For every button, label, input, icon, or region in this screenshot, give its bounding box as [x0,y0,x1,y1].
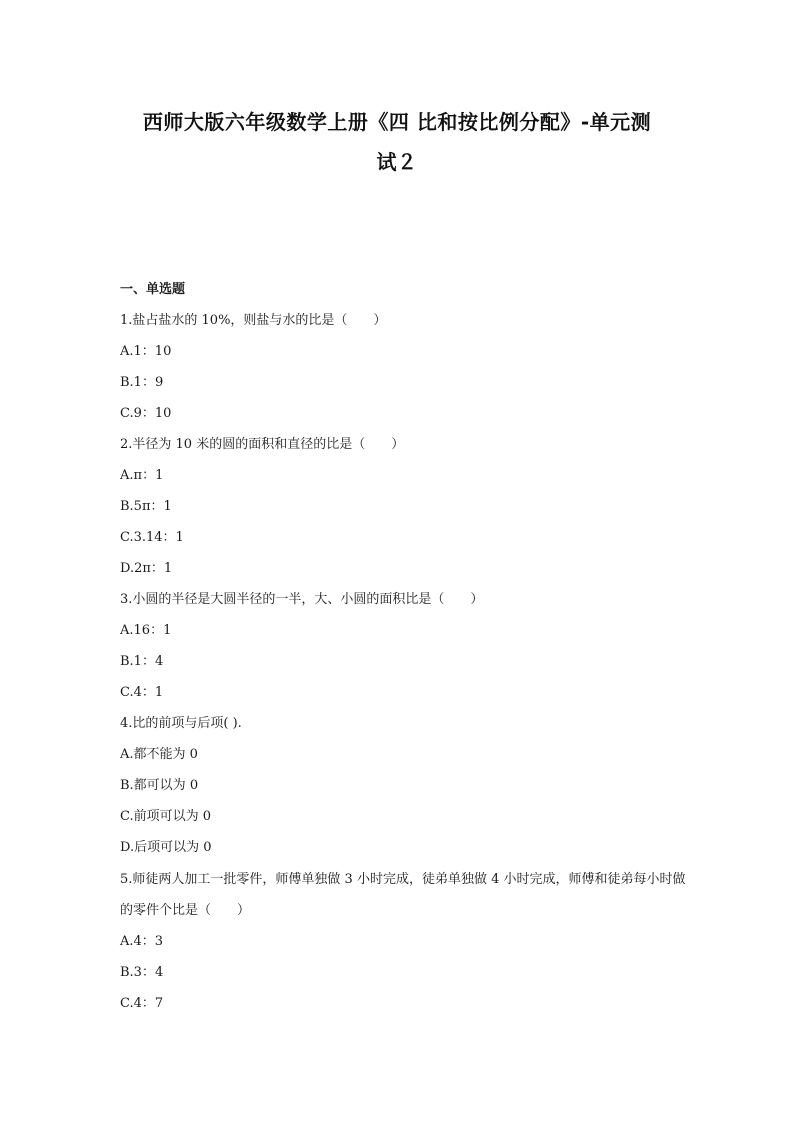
question-3-option-c: C.4：1 [120,685,164,700]
question-2-option-c: C.3.14：1 [120,530,184,545]
question-1-option-c: C.9：10 [120,406,172,421]
question-2-option-b: B.5π：1 [120,499,172,514]
question-3-option-a: A.16：1 [120,623,172,638]
question-4-option-c: C.前项可以为 0 [120,809,212,824]
question-3-stem: 3.小圆的半径是大圆半径的一半，大、小圆的面积比是（ ） [120,592,484,607]
section-heading: 一、单选题 [120,282,186,297]
question-1-option-a: A.1：10 [120,344,172,359]
question-1-option-b: B.1：9 [120,375,164,390]
exam-content [120,280,690,1025]
question-4-option-d: D.后项可以为 0 [120,840,212,855]
document-title-line1: 西师大版六年级数学上册《四 比和按比例分配》-单元测 [142,110,652,134]
question-5-option-a: A.4：3 [120,934,164,949]
question-5-option-b: B.3：4 [120,965,164,980]
question-4-option-a: A.都不能为 0 [120,747,198,762]
question-4-stem: 4.比的前项与后项( ). [120,716,242,731]
document-title-line2: 试２ [376,150,418,174]
question-3-option-b: B.1：4 [120,654,164,669]
question-5-option-c: C.4：7 [120,996,164,1011]
question-2-option-a: A.π：1 [120,468,164,483]
question-1-stem: 1.盐占盐水的 10%，则盐与水的比是（ ） [120,313,387,328]
question-5-stem: 5.师徒两人加工一批零件，师傅单独做 3 小时完成，徒弟单独做 4 小时完成，师傅和徒弟每小时做的零件个比是（ ） [120,872,686,918]
question-4-option-b: B.都可以为 0 [120,778,199,793]
question-2-stem: 2.半径为 10 米的圆的面积和直径的比是（ ） [120,437,405,452]
question-2-option-d: D.2π：1 [120,561,173,576]
